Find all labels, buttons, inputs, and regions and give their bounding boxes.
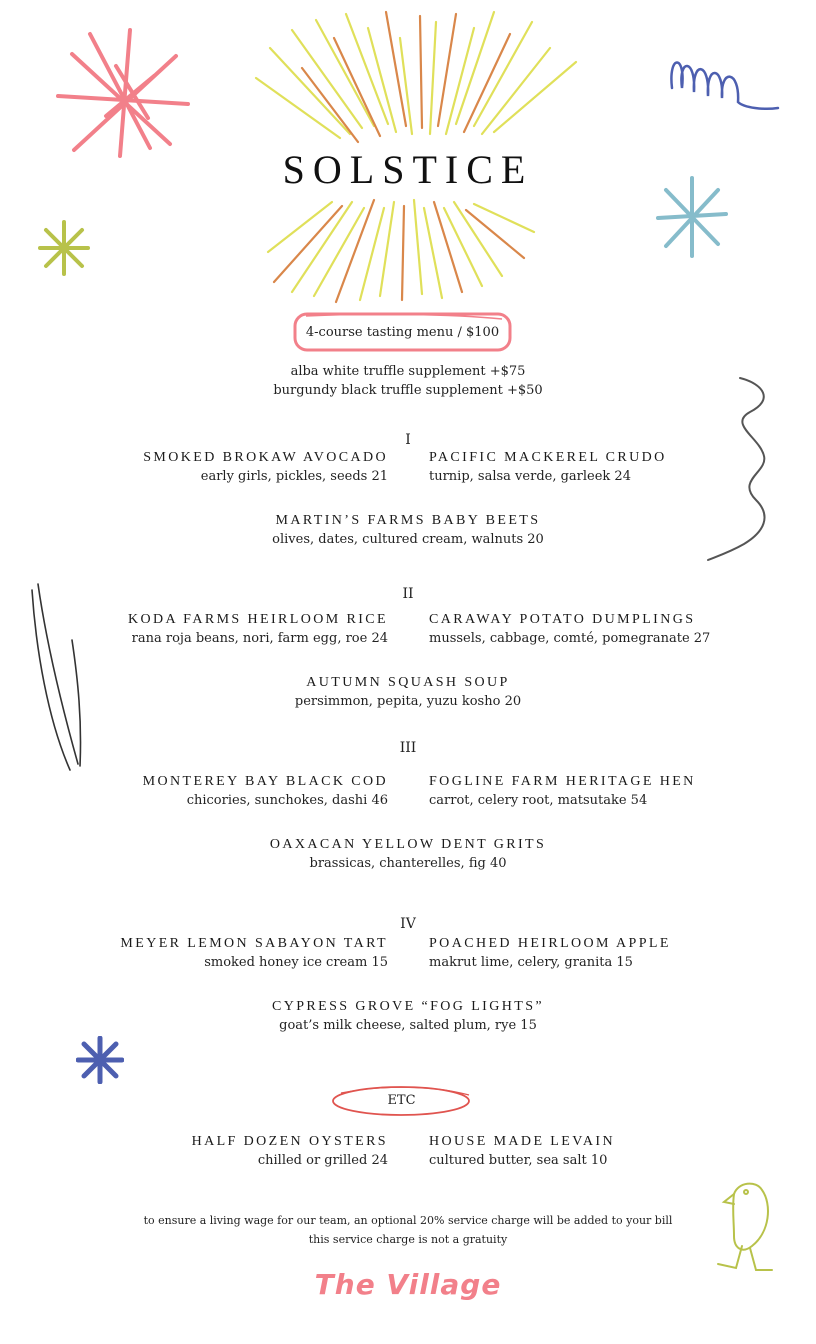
dish-name: MONTEREY BAY BLACK COD: [142, 774, 388, 789]
service-charge-note: to ensure a living wage for our team, an optional 20% service charge will be added to your bill: [143, 1214, 673, 1227]
dish-name: KODA FARMS HEIRLOOM RICE: [128, 612, 388, 627]
dish-name: CARAWAY POTATO DUMPLINGS: [429, 612, 696, 627]
etc-badge: [331, 1083, 472, 1117]
dish-name: HALF DOZEN OYSTERS: [191, 1134, 388, 1149]
dish-name: CYPRESS GROVE “FOG LIGHTS”: [271, 999, 545, 1014]
course-numeral: I: [405, 432, 411, 448]
dish-description: makrut lime, celery, granita 15: [429, 955, 633, 970]
dish-name: POACHED HEIRLOOM APPLE: [429, 936, 671, 951]
dish-description: mussels, cabbage, comté, pomegranate 27: [429, 631, 711, 646]
dish-name: FOGLINE FARM HERITAGE HEN: [429, 774, 696, 789]
tasting-menu-text: 4-course tasting menu / $100: [305, 324, 500, 340]
dish-description: rana roja beans, nori, farm egg, roe 24: [131, 631, 388, 646]
supplement-white-truffle: alba white truffle supplement +$75: [290, 364, 526, 379]
dish-description: cultured butter, sea salt 10: [429, 1153, 608, 1168]
restaurant-logo: The Village: [314, 1268, 502, 1301]
blue-star-icon: [76, 1036, 124, 1084]
dish-name: MARTIN’S FARMS BABY BEETS: [275, 513, 541, 528]
page-title: SOLSTICE: [282, 147, 534, 192]
dish-description: persimmon, pepita, yuzu kosho 20: [294, 694, 522, 709]
dish-name: OAXACAN YELLOW DENT GRITS: [269, 837, 547, 852]
course-numeral: II: [402, 586, 414, 602]
dish-description: carrot, celery root, matsutake 54: [429, 793, 648, 808]
supplement-black-truffle: burgundy black truffle supplement +$50: [273, 383, 543, 398]
sunburst-bottom-icon: [262, 196, 542, 306]
dish-description: early girls, pickles, seeds 21: [200, 469, 388, 484]
dish-description: brassicas, chanterelles, fig 40: [309, 856, 507, 871]
course-numeral: III: [399, 740, 417, 756]
dish-name: AUTUMN SQUASH SOUP: [306, 675, 510, 690]
dish-name: PACIFIC MACKEREL CRUDO: [429, 450, 667, 465]
dish-description: chilled or grilled 24: [257, 1153, 388, 1168]
dish-name: SMOKED BROKAW AVOCADO: [143, 450, 388, 465]
dish-name: MEYER LEMON SABAYON TART: [120, 936, 388, 951]
dish-description: goat’s milk cheese, salted plum, rye 15: [279, 1018, 537, 1033]
blue-squiggle-icon: [664, 48, 782, 116]
dish-description: chicories, sunchokes, dashi 46: [186, 793, 388, 808]
dish-description: smoked honey ice cream 15: [204, 955, 388, 970]
dish-name: HOUSE MADE LEVAIN: [429, 1134, 615, 1149]
tasting-menu-badge: [292, 311, 513, 353]
sunburst-top-icon: [250, 8, 590, 148]
course-numeral: IV: [400, 916, 416, 932]
dish-description: turnip, salsa verde, garleek 24: [429, 469, 631, 484]
etc-label: ETC: [387, 1092, 416, 1108]
gratuity-note: this service charge is not a gratuity: [308, 1233, 508, 1246]
dish-description: olives, dates, cultured cream, walnuts 20: [272, 532, 544, 547]
yellow-star-icon: [36, 220, 92, 276]
pink-star-icon: [50, 26, 196, 162]
